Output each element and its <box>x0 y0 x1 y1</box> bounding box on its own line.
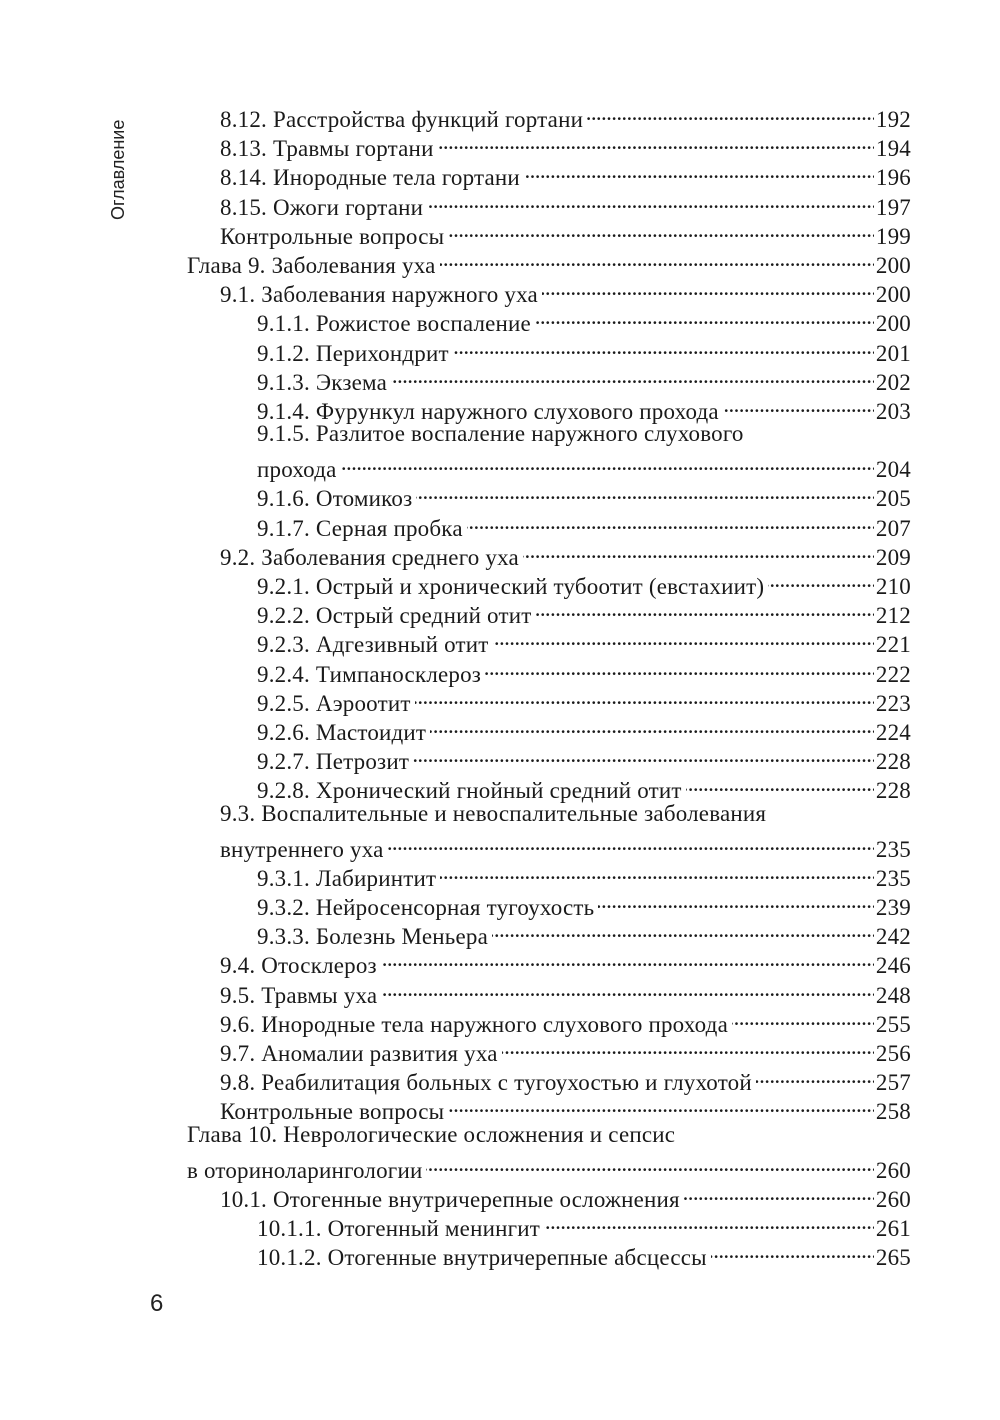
toc-entry-page: 248 <box>875 982 911 1008</box>
toc-entry-title: 9.2.2. Острый средний отит <box>257 603 532 629</box>
toc-entry-title: Глава 9. Заболевания уха <box>187 252 436 278</box>
toc-entry-page: 246 <box>875 953 911 979</box>
toc-entry[interactable] <box>0 623 1000 658</box>
toc-dot-leader <box>756 1061 874 1090</box>
toc-entry[interactable] <box>0 156 1000 191</box>
toc-entry[interactable] <box>0 302 1000 337</box>
toc-entry-title: 9.1.1. Рожистое воспаление <box>257 311 531 337</box>
toc-entry[interactable] <box>0 273 1000 308</box>
toc-entry-title: 9.2.7. Петрозит <box>257 749 410 775</box>
toc-entry-title: 9.1.5. Разлитое воспаление наружного слухового <box>257 421 744 447</box>
toc-dot-leader <box>523 536 874 565</box>
toc-entry-page: 201 <box>875 340 911 366</box>
toc-dot-leader <box>686 769 874 798</box>
toc-entry-page: 224 <box>875 719 911 745</box>
toc-entry[interactable] <box>0 1090 1000 1125</box>
toc-entry[interactable] <box>0 653 1000 687</box>
toc-entry[interactable] <box>0 332 1000 366</box>
toc-dot-leader <box>415 682 874 711</box>
toc-entry-title: 8.15. Ожоги гортани <box>220 194 424 220</box>
toc-entry-title: 9.4. Отосклероз <box>220 953 377 979</box>
toc-dot-leader <box>341 448 874 477</box>
toc-entry-page: 210 <box>875 574 911 599</box>
toc-entry-title: 9.1.6. Отомикоз <box>257 486 413 512</box>
toc-entry-page: 200 <box>875 311 911 337</box>
toc-dot-leader <box>587 98 874 127</box>
toc-entry-title: 9.3.3. Болезнь Меньера <box>257 924 488 950</box>
toc-entry-page: 205 <box>875 486 911 512</box>
toc-entry-page: 209 <box>875 544 911 570</box>
toc-entry-title: 9.2.6. Мастоидит <box>257 719 427 745</box>
toc-entry[interactable] <box>0 944 1000 979</box>
toc-entry[interactable] <box>0 507 1000 541</box>
table-of-contents <box>0 98 1000 1271</box>
toc-entry-title: 10.1. Отогенные внутричерепные осложнения <box>220 1186 680 1212</box>
toc-entry[interactable] <box>0 1207 1000 1242</box>
toc-entry-title: 9.5. Травмы уха <box>220 982 378 1008</box>
toc-entry[interactable] <box>0 682 1000 716</box>
toc-entry[interactable] <box>0 1236 1000 1271</box>
toc-entry[interactable] <box>0 915 1000 950</box>
toc-dot-leader <box>467 507 874 536</box>
toc-entry-title: 10.1.2. Отогенные внутричерепные абсцессы <box>257 1245 707 1271</box>
toc-dot-leader <box>535 302 874 331</box>
toc-entry-title: 9.1.3. Экзема <box>257 369 388 395</box>
toc-entry-title: 9.7. Аномалии развития уха <box>220 1041 498 1066</box>
toc-entry[interactable] <box>0 886 1000 921</box>
toc-dot-leader <box>427 186 874 215</box>
toc-entry[interactable] <box>0 186 1000 220</box>
toc-dot-leader <box>438 127 874 156</box>
toc-entry[interactable] <box>0 1061 1000 1096</box>
toc-entry-title: 9.2.3. Адгезивный отит <box>257 632 489 658</box>
toc-entry-title: 9.1.7. Серная пробка <box>257 515 463 541</box>
toc-entry[interactable] <box>0 244 1000 278</box>
toc-entry-page: 242 <box>875 924 911 950</box>
running-head: Оглавление <box>108 119 128 220</box>
toc-entry[interactable] <box>0 828 1000 862</box>
toc-entry[interactable] <box>0 127 1000 162</box>
toc-entry[interactable] <box>0 477 1000 512</box>
toc-entry-title: 9.1.4. Фурункул наружного слухового прохода <box>257 398 719 424</box>
toc-entry-page: 228 <box>875 778 911 804</box>
toc-entry-title: внутреннего уха <box>220 836 384 862</box>
toc-entry-title: 9.3.2. Нейросенсорная тугоухость <box>257 895 595 921</box>
toc-entry-page: 228 <box>875 749 911 775</box>
toc-dot-leader <box>381 974 874 1003</box>
toc-dot-leader <box>598 886 874 915</box>
toc-entry-page: 212 <box>875 603 911 629</box>
toc-entry-page: 265 <box>875 1245 911 1271</box>
toc-entry[interactable] <box>0 448 1000 483</box>
toc-dot-leader <box>711 1236 874 1265</box>
toc-entry-title: 9.8. Реабилитация больных с тугоухостью и глухотой <box>220 1070 752 1096</box>
toc-entry-page: 223 <box>875 690 911 716</box>
toc-entry-page: 260 <box>875 1157 911 1183</box>
toc-entry-title: 9.2.4. Тимпаносклероз <box>257 661 482 687</box>
toc-entry-title: 9.1.2. Перихондрит <box>257 340 449 366</box>
toc-entry[interactable] <box>0 1003 1000 1037</box>
toc-entry-page: 207 <box>875 515 911 541</box>
toc-entry-page: 255 <box>875 1011 911 1037</box>
toc-dot-leader <box>430 711 874 740</box>
toc-dot-leader <box>684 1178 874 1207</box>
toc-entry-page: 221 <box>875 632 911 658</box>
toc-entry[interactable] <box>0 565 1000 599</box>
toc-entry-title: 10.1.1. Отогенный менингит <box>257 1216 541 1242</box>
toc-entry[interactable] <box>0 974 1000 1008</box>
toc-entry[interactable] <box>0 594 1000 629</box>
toc-entry-page: 235 <box>875 836 911 862</box>
toc-entry[interactable] <box>0 1120 1000 1149</box>
toc-entry-page: 260 <box>875 1186 911 1212</box>
toc-entry[interactable] <box>0 98 1000 132</box>
toc-entry[interactable] <box>0 711 1000 745</box>
toc-dot-leader <box>391 361 874 390</box>
toc-dot-leader <box>485 653 874 682</box>
toc-entry-page: 197 <box>875 194 911 220</box>
toc-entry-title: 8.13. Травмы гортани <box>220 136 434 162</box>
toc-entry-page: 239 <box>875 895 911 921</box>
toc-entry-title: 9.3. Воспалительные и невоспалительные заболевания <box>220 800 767 826</box>
toc-entry[interactable] <box>0 361 1000 395</box>
toc-dot-leader <box>413 740 874 769</box>
toc-entry-page: 257 <box>875 1070 911 1096</box>
toc-dot-leader <box>732 1003 874 1032</box>
toc-dot-leader <box>388 828 874 857</box>
toc-dot-leader <box>502 1032 874 1061</box>
toc-entry-page: 194 <box>875 136 911 162</box>
toc-entry-page: 200 <box>875 282 911 308</box>
toc-entry-page: 200 <box>875 252 911 278</box>
toc-entry[interactable] <box>0 1149 1000 1183</box>
toc-dot-leader <box>493 623 874 652</box>
toc-dot-leader <box>542 273 874 302</box>
toc-dot-leader <box>535 594 873 623</box>
toc-entry-title: Контрольные вопросы <box>220 223 445 249</box>
toc-entry-title: Глава 10. Неврологические осложнения и сепсис <box>187 1121 676 1147</box>
toc-dot-leader <box>524 156 874 185</box>
toc-entry-page: 202 <box>875 369 911 395</box>
toc-dot-leader <box>416 477 874 506</box>
toc-dot-leader <box>492 915 874 944</box>
toc-entry-title: 9.2.5. Аэроотит <box>257 690 411 716</box>
toc-entry-page: 199 <box>875 223 911 249</box>
toc-entry[interactable] <box>0 419 1000 448</box>
toc-entry[interactable] <box>0 857 1000 891</box>
toc-entry[interactable] <box>0 1032 1000 1066</box>
toc-entry-title: 9.2.1. Острый и хронический тубоотит (евстахиит) <box>257 574 765 599</box>
toc-entry-page: 222 <box>875 661 911 687</box>
toc-entry-title: 8.12. Расстройства функций гортани <box>220 107 584 132</box>
toc-dot-leader <box>453 332 874 361</box>
toc-entry-page: 204 <box>875 457 911 483</box>
toc-dot-leader <box>426 1149 873 1178</box>
toc-entry-title: 9.6. Инородные тела наружного слухового прохода <box>220 1011 728 1037</box>
page-number: 6 <box>150 1290 164 1317</box>
toc-entry-title: 9.2. Заболевания среднего уха <box>220 544 519 570</box>
toc-entry[interactable] <box>0 536 1000 570</box>
toc-entry-title: 9.1. Заболевания наружного уха <box>220 282 538 308</box>
toc-entry[interactable] <box>0 390 1000 424</box>
toc-entry[interactable] <box>0 769 1000 804</box>
toc-dot-leader <box>381 944 874 973</box>
toc-dot-leader <box>544 1207 874 1236</box>
toc-entry-title: 9.3.1. Лабиринтит <box>257 865 437 891</box>
toc-dot-leader <box>440 244 874 273</box>
toc-entry-page: 235 <box>875 865 911 891</box>
toc-entry-page: 256 <box>875 1041 911 1066</box>
toc-dot-leader <box>723 390 874 419</box>
toc-entry-page: 258 <box>875 1099 911 1125</box>
toc-entry[interactable] <box>0 799 1000 828</box>
toc-entry-page: 261 <box>875 1216 911 1242</box>
toc-dot-leader <box>768 565 874 594</box>
toc-entry-title: Контрольные вопросы <box>220 1099 445 1125</box>
toc-entry-title: прохода <box>257 457 337 483</box>
toc-entry-title: 9.2.8. Хронический гнойный средний отит <box>257 778 682 804</box>
toc-dot-leader <box>448 1090 874 1119</box>
toc-dot-leader <box>448 215 874 244</box>
toc-entry-page: 196 <box>875 165 911 191</box>
toc-dot-leader <box>440 857 874 886</box>
toc-entry[interactable] <box>0 1178 1000 1212</box>
toc-entry[interactable] <box>0 215 1000 249</box>
toc-entry-title: в оториноларингологии <box>187 1157 423 1183</box>
toc-entry-page: 192 <box>875 107 911 132</box>
toc-entry-page: 203 <box>875 398 911 424</box>
toc-entry-title: 8.14. Инородные тела гортани <box>220 165 520 191</box>
toc-entry[interactable] <box>0 740 1000 775</box>
